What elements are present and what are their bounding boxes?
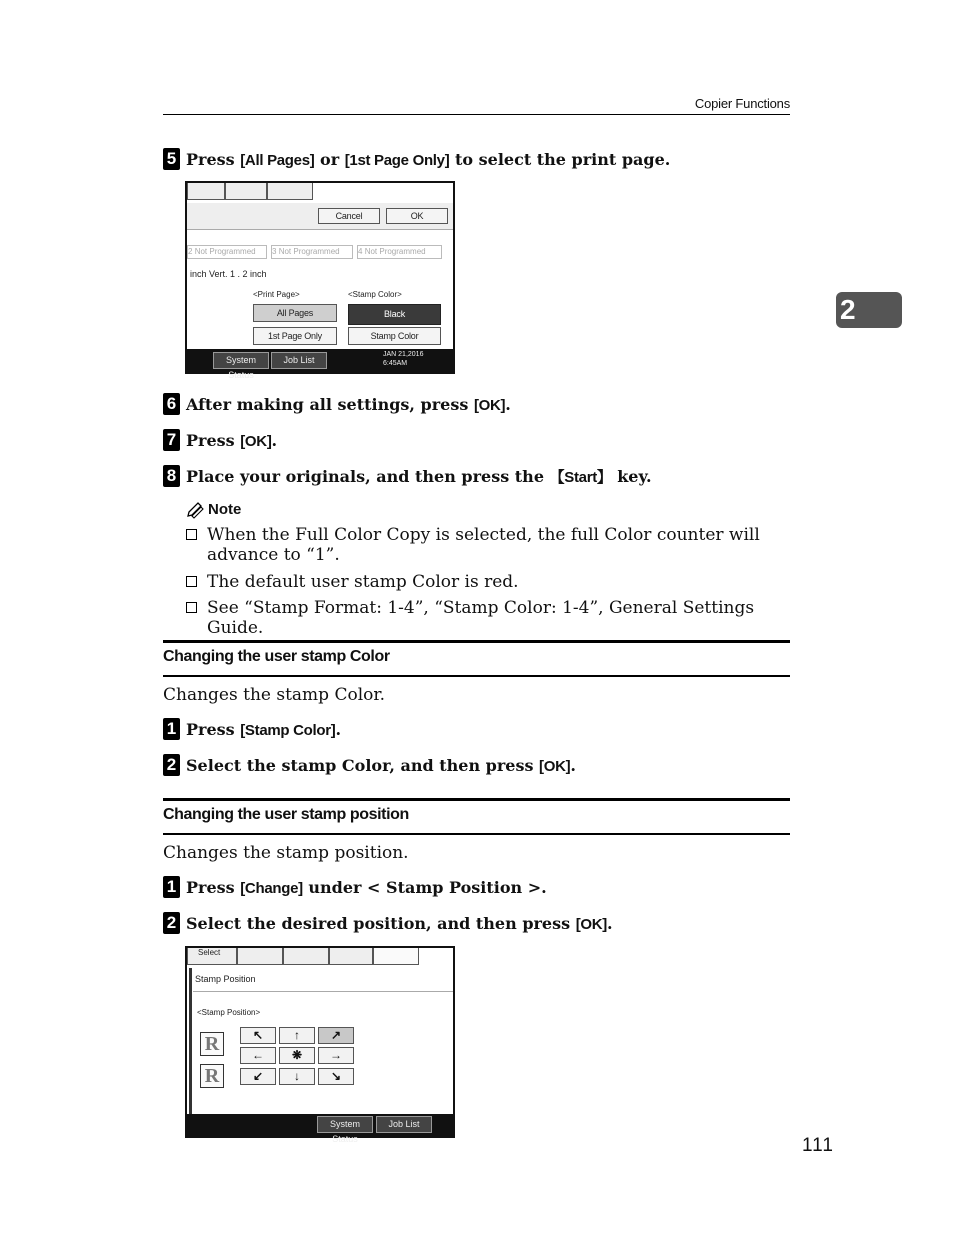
step-text: Press [Change] under < Stamp Position >. xyxy=(186,877,547,897)
step-number: 7 xyxy=(163,429,180,451)
date-time: JAN 21,2016 6:45AM xyxy=(383,351,424,367)
step-text: Select the desired position, and then press [OK]. xyxy=(186,913,613,933)
section-rule xyxy=(163,798,790,801)
all-pages-button[interactable]: All Pages xyxy=(253,304,337,322)
job-list-button[interactable]: Job List xyxy=(271,352,327,369)
position-middle-right-button[interactable]: → xyxy=(318,1047,354,1064)
step-number: 2 xyxy=(163,912,180,934)
cancel-button[interactable]: Cancel xyxy=(318,208,380,224)
tab xyxy=(267,183,313,200)
section-rule xyxy=(163,833,790,835)
note-heading: Note xyxy=(186,501,241,518)
section-title-stamp-position: Changing the user stamp position xyxy=(163,806,409,823)
checkbox-bullet-icon xyxy=(186,529,197,540)
tab xyxy=(329,948,373,965)
section-intro: Changes the stamp position. xyxy=(163,843,409,863)
position-top-right-button[interactable]: ↗ xyxy=(318,1027,354,1044)
step-text: Press [OK]. xyxy=(186,430,278,450)
step-number: 1 xyxy=(163,718,180,740)
left-frame xyxy=(189,968,192,1116)
step-number: 8 xyxy=(163,465,180,487)
stamp-position-screenshot xyxy=(185,946,455,1144)
stamp-position-title: Stamp Position xyxy=(195,974,256,984)
ok-button[interactable]: OK xyxy=(386,208,448,224)
stamp-position-label: <Stamp Position> xyxy=(197,1008,261,1017)
position-center-button[interactable]: ❋ xyxy=(279,1047,315,1064)
chapter-tab: 2 xyxy=(836,292,902,328)
stamp-preview-icon: R xyxy=(200,1064,224,1088)
position-top-left-button[interactable]: ↖ xyxy=(240,1027,276,1044)
print-page-label: <Print Page> xyxy=(253,290,300,299)
position-middle-left-button[interactable]: ← xyxy=(240,1047,276,1064)
step-text: Place your originals, and then press the 【Start】 key. xyxy=(186,466,652,486)
status-bar xyxy=(187,1114,453,1144)
position-step-1 xyxy=(163,876,547,898)
tab xyxy=(225,183,267,200)
step-number: 1 xyxy=(163,876,180,898)
first-page-only-button[interactable]: 1st Page Only xyxy=(253,327,337,345)
pencil-icon xyxy=(186,502,204,518)
step-8 xyxy=(163,465,652,487)
note-item: The default user stamp Color is red. xyxy=(186,572,791,592)
header-rule xyxy=(163,114,790,115)
program-4[interactable]: 4 Not Programmed xyxy=(357,245,442,259)
color-step-2 xyxy=(163,754,576,776)
section-intro: Changes the stamp Color. xyxy=(163,685,386,705)
step-6 xyxy=(163,393,511,415)
program-3[interactable]: 3 Not Programmed xyxy=(271,245,353,259)
stamp-color-button[interactable]: Stamp Color xyxy=(348,327,441,345)
tab xyxy=(187,183,225,200)
running-head: Copier Functions xyxy=(694,96,790,111)
program-2[interactable]: 2 Not Programmed xyxy=(187,245,267,259)
stamp-color-label: <Stamp Color> xyxy=(348,290,402,299)
color-step-1 xyxy=(163,718,341,740)
step-7 xyxy=(163,429,277,451)
position-bottom-center-button[interactable]: ↓ xyxy=(279,1068,315,1085)
black-button[interactable]: Black xyxy=(348,304,441,325)
tab xyxy=(283,948,329,965)
stamp-preview-icon: R xyxy=(200,1032,224,1056)
divider xyxy=(193,991,453,992)
note-item: When the Full Color Copy is selected, the full Color counter will advance to “1”. xyxy=(186,525,791,565)
step-number: 5 xyxy=(163,148,180,170)
page-number: 111 xyxy=(802,1135,834,1156)
step-text: After making all settings, press [OK]. xyxy=(186,394,511,414)
select-tab[interactable]: Select xyxy=(187,948,237,965)
dimension-text: inch Vert. 1 . 2 inch xyxy=(190,269,267,279)
position-bottom-right-button[interactable]: ↘ xyxy=(318,1068,354,1085)
step-text: Press [All Pages] or [1st Page Only] to select the print page. xyxy=(186,149,671,169)
print-page-screenshot xyxy=(185,181,455,380)
section-rule xyxy=(163,675,790,677)
system-status-button[interactable]: System Status xyxy=(213,352,269,369)
checkbox-bullet-icon xyxy=(186,602,197,613)
tab xyxy=(373,948,419,965)
system-status-button[interactable]: System Status xyxy=(317,1116,373,1133)
step-number: 2 xyxy=(163,754,180,776)
step-text: Press [Stamp Color]. xyxy=(186,719,342,739)
section-title-stamp-color: Changing the user stamp Color xyxy=(163,648,390,665)
position-bottom-left-button[interactable]: ↙ xyxy=(240,1068,276,1085)
job-list-button[interactable]: Job List xyxy=(376,1116,432,1133)
step-number: 6 xyxy=(163,393,180,415)
step-5 xyxy=(163,148,670,170)
tab xyxy=(237,948,283,965)
step-text: Select the stamp Color, and then press [OK]. xyxy=(186,755,576,775)
position-top-center-button[interactable]: ↑ xyxy=(279,1027,315,1044)
note-item: See “Stamp Format: 1-4”, “Stamp Color: 1-4”, General Settings Guide. xyxy=(186,598,791,638)
section-rule xyxy=(163,640,790,643)
position-step-2 xyxy=(163,912,613,934)
checkbox-bullet-icon xyxy=(186,576,197,587)
status-bar xyxy=(187,349,453,380)
